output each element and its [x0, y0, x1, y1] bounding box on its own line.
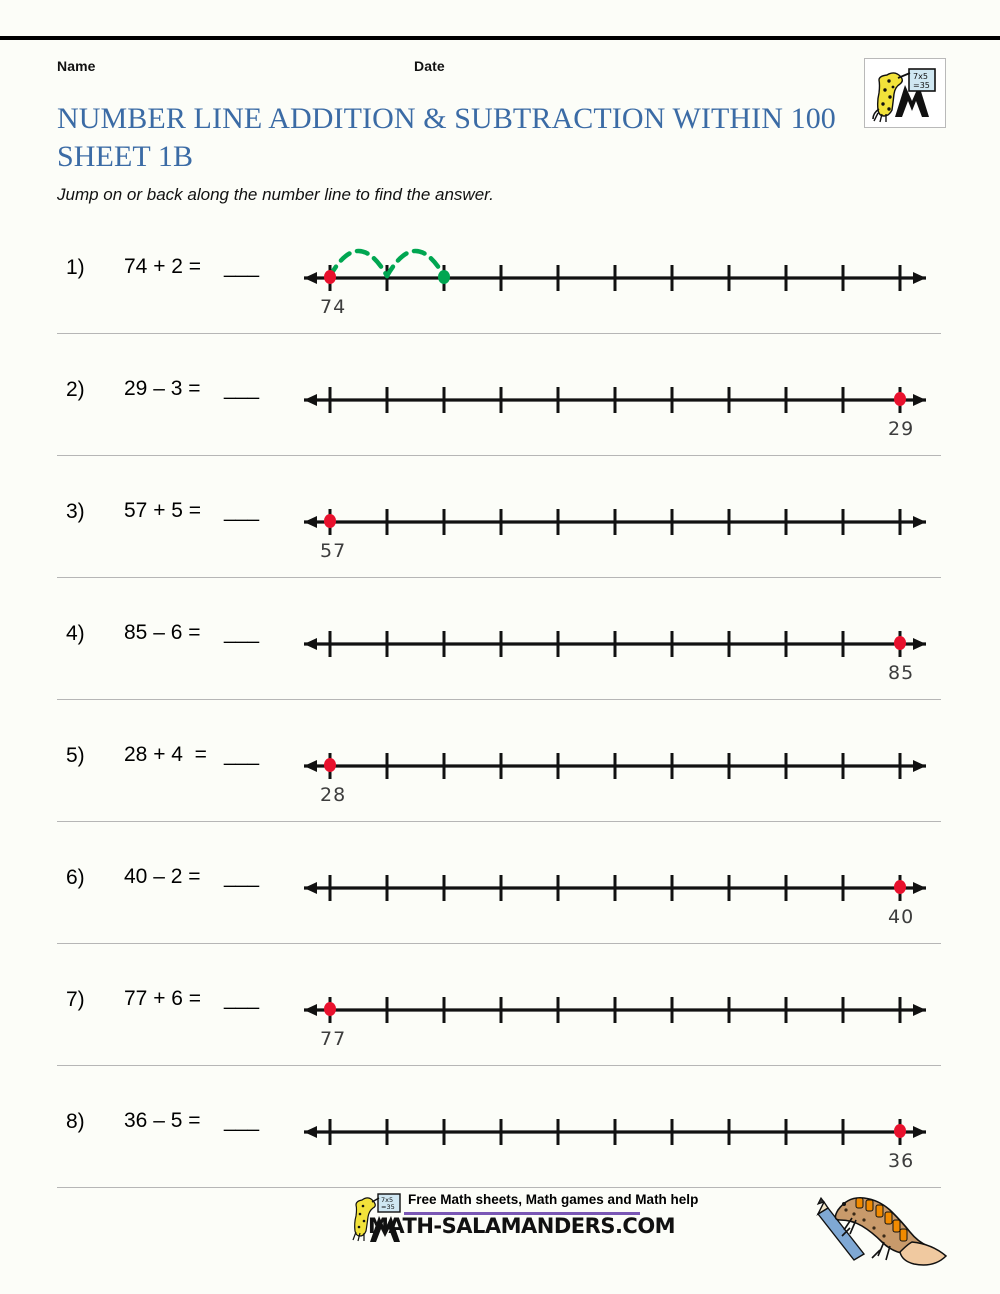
problem-number: 2) — [66, 378, 85, 401]
number-line — [296, 840, 936, 930]
newt-with-pencil-icon — [800, 1180, 970, 1270]
number-line-start-label: 29 — [888, 418, 915, 440]
answer-blank[interactable]: ___ — [224, 1109, 260, 1132]
answer-blank[interactable]: ___ — [224, 499, 260, 522]
number-line — [296, 352, 936, 442]
number-line — [296, 718, 936, 808]
name-date-row — [57, 58, 937, 80]
problem-number: 1) — [66, 256, 85, 279]
problem-number: 7) — [66, 988, 85, 1011]
problem-row — [0, 334, 1000, 456]
page-subtitle: Jump on or back along the number line to find the answer. — [57, 185, 494, 204]
problem-expression: 28 + 4 = — [124, 743, 207, 766]
footer-tagline: Free Math sheets, Math games and Math help — [408, 1192, 699, 1207]
answer-blank[interactable]: ___ — [224, 743, 260, 766]
svg-text:7x5: 7x5 — [913, 72, 928, 81]
problem-number: 8) — [66, 1110, 85, 1133]
salamander-teaching-logo-icon — [864, 58, 946, 128]
name-label: Name — [57, 58, 96, 74]
problem-expression: 40 – 2 = — [124, 865, 201, 888]
page-footer — [0, 1180, 1000, 1290]
number-line-start-label: 77 — [320, 1028, 347, 1050]
number-line — [296, 962, 936, 1052]
problem-expression: 74 + 2 = — [124, 255, 202, 278]
number-line-start-label: 85 — [888, 662, 915, 684]
problem-row — [0, 700, 1000, 822]
answer-blank[interactable]: ___ — [224, 255, 260, 278]
footer-site-name: MATH-SALAMANDERS.COM — [368, 1214, 676, 1238]
problem-number: 5) — [66, 744, 85, 767]
number-line — [296, 474, 936, 564]
problem-expression: 57 + 5 = — [124, 499, 202, 522]
number-line-start-label: 40 — [888, 906, 915, 928]
number-line — [296, 1084, 936, 1174]
number-line — [296, 596, 936, 686]
date-label: Date — [414, 58, 445, 74]
svg-text:7x5: 7x5 — [381, 1196, 394, 1204]
number-line-start-label: 57 — [320, 540, 347, 562]
problem-expression: 85 – 6 = — [124, 621, 201, 644]
problem-row — [0, 1066, 1000, 1188]
number-line-start-label: 36 — [888, 1150, 915, 1172]
problem-row — [0, 578, 1000, 700]
problem-number: 6) — [66, 866, 85, 889]
answer-blank[interactable]: ___ — [224, 621, 260, 644]
problem-number: 3) — [66, 500, 85, 523]
problem-list — [0, 212, 1000, 1188]
number-line — [296, 230, 936, 320]
problem-row — [0, 456, 1000, 578]
page-title: NUMBER LINE ADDITION & SUBTRACTION WITHIN 100 SHEET 1B — [57, 102, 836, 173]
problem-row — [0, 212, 1000, 334]
svg-text:=35: =35 — [381, 1203, 395, 1211]
problem-number: 4) — [66, 622, 85, 645]
svg-text:=35: =35 — [913, 81, 930, 90]
problem-expression: 77 + 6 = — [124, 987, 202, 1010]
top-divider — [0, 36, 1000, 40]
answer-blank[interactable]: ___ — [224, 865, 260, 888]
problem-expression: 29 – 3 = — [124, 377, 201, 400]
number-line-start-label: 74 — [320, 296, 347, 318]
problem-row — [0, 822, 1000, 944]
problem-row — [0, 944, 1000, 1066]
answer-blank[interactable]: ___ — [224, 987, 260, 1010]
problem-expression: 36 – 5 = — [124, 1109, 201, 1132]
answer-blank[interactable]: ___ — [224, 377, 260, 400]
number-line-start-label: 28 — [320, 784, 347, 806]
